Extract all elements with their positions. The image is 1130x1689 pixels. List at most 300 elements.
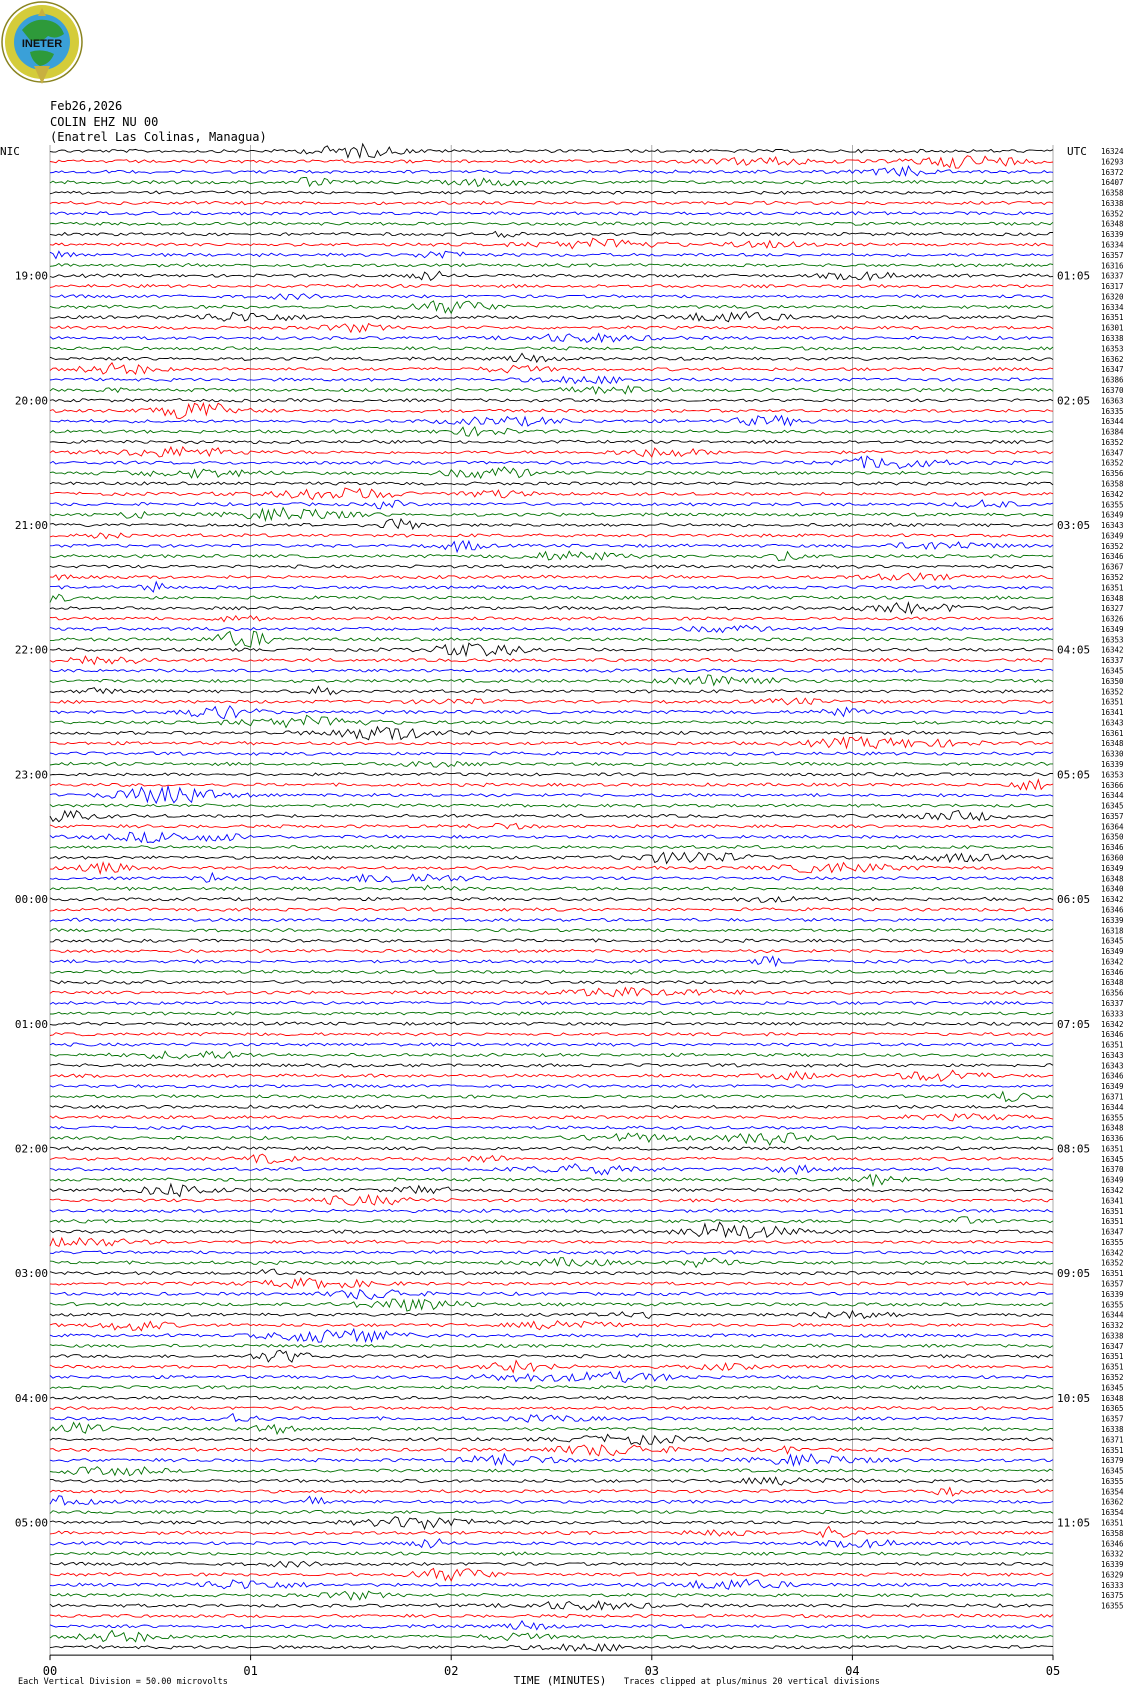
seismic-trace	[50, 156, 1053, 168]
seismic-trace	[50, 631, 1053, 647]
trace-value: 16344	[1101, 417, 1124, 427]
trace-value: 16353	[1101, 770, 1124, 780]
trace-value: 16318	[1101, 926, 1124, 936]
seismic-trace	[50, 897, 1053, 903]
hour-label-right: 01:05	[1057, 269, 1091, 283]
seismic-trace	[50, 1329, 1053, 1342]
seismic-trace	[50, 737, 1053, 749]
trace-value: 16344	[1101, 791, 1124, 801]
seismic-trace	[50, 1361, 1053, 1373]
trace-value: 16345	[1101, 666, 1124, 676]
trace-value: 16341	[1101, 708, 1124, 718]
trace-value: 16333	[1101, 1009, 1124, 1019]
seismic-trace	[50, 1133, 1053, 1145]
seismic-trace	[50, 1278, 1053, 1288]
seismic-trace	[50, 1043, 1053, 1046]
seismic-trace	[50, 625, 1053, 632]
hour-label-right: 03:05	[1057, 519, 1091, 533]
trace-value: 16375	[1101, 1591, 1124, 1601]
seismic-trace	[50, 863, 1053, 874]
trace-value: 16371	[1101, 1435, 1124, 1445]
trace-value: 16320	[1101, 292, 1124, 302]
seismic-trace	[50, 845, 1053, 849]
trace-value: 16327	[1101, 604, 1124, 614]
trace-value: 16332	[1101, 1549, 1124, 1559]
seismic-trace	[50, 1175, 1053, 1186]
seismic-trace	[50, 144, 1053, 158]
seismic-trace	[50, 1012, 1053, 1016]
seismic-trace	[50, 201, 1053, 204]
seismic-trace	[50, 970, 1053, 974]
trace-value: 16358	[1101, 188, 1124, 198]
seismic-trace	[50, 1434, 1053, 1444]
trace-value: 16345	[1101, 1383, 1124, 1393]
seismic-trace	[50, 427, 1053, 436]
trace-value: 16345	[1101, 936, 1124, 946]
trace-value: 16338	[1101, 1331, 1124, 1341]
hour-label-left: 03:00	[14, 1267, 48, 1281]
seismic-trace	[50, 594, 1053, 602]
trace-value: 16349	[1101, 510, 1124, 520]
hour-label-right: 08:05	[1057, 1142, 1091, 1156]
hour-label-left: 00:00	[14, 893, 48, 907]
trace-value: 16352	[1101, 1373, 1124, 1383]
trace-value: 16342	[1101, 895, 1124, 905]
x-tick-label: 01	[243, 1664, 258, 1679]
trace-value: 16334	[1101, 302, 1124, 312]
seismic-trace	[50, 1467, 1053, 1476]
seismic-trace	[50, 1147, 1053, 1151]
seismic-trace	[50, 551, 1053, 561]
seismic-trace	[50, 1238, 1053, 1247]
seismic-traces	[50, 144, 1053, 1651]
trace-value: 16351	[1101, 1217, 1124, 1227]
trace-value: 16347	[1101, 448, 1124, 458]
seismic-trace	[50, 1022, 1053, 1025]
seismic-trace	[50, 533, 1053, 539]
trace-value: 16346	[1101, 552, 1124, 562]
trace-value: 16346	[1101, 843, 1124, 853]
trace-value: 16351	[1101, 697, 1124, 707]
seismic-trace	[50, 1579, 1053, 1589]
seismic-trace	[50, 500, 1053, 509]
trace-value: 16349	[1101, 947, 1124, 957]
seismic-trace	[50, 1372, 1053, 1383]
trace-value: 16351	[1101, 1040, 1124, 1050]
trace-value: 16362	[1101, 354, 1124, 364]
seismic-trace	[50, 1477, 1053, 1485]
x-tick-label: 03	[644, 1664, 660, 1679]
trace-value: 16339	[1101, 760, 1124, 770]
trace-value: 16348	[1101, 874, 1124, 884]
trace-value: 16370	[1101, 385, 1124, 395]
trace-value: 16348	[1101, 1123, 1124, 1133]
seismic-trace	[50, 1033, 1053, 1036]
trace-value: 16355	[1101, 1476, 1124, 1486]
seismic-trace	[50, 377, 1053, 384]
trace-value: 16335	[1101, 406, 1124, 416]
seismic-trace	[50, 403, 1053, 418]
trace-value: 16349	[1101, 624, 1124, 634]
seismic-trace	[50, 1217, 1053, 1224]
seismic-trace	[50, 178, 1053, 187]
seismic-trace	[50, 1350, 1053, 1362]
trace-value: 16344	[1101, 1102, 1124, 1112]
seismic-trace	[50, 416, 1053, 426]
hour-label-right: 09:05	[1057, 1267, 1091, 1281]
trace-value: 16353	[1101, 635, 1124, 645]
seismic-trace	[50, 686, 1053, 694]
seismic-trace	[50, 482, 1053, 485]
trace-value: 16351	[1101, 1518, 1124, 1528]
seismic-trace	[50, 573, 1053, 581]
logo-text: INETER	[21, 38, 63, 50]
seismic-trace	[50, 1251, 1053, 1254]
seismic-trace	[50, 918, 1053, 921]
left-axis-title: NIC	[0, 145, 20, 158]
trace-value: 16370	[1101, 1165, 1124, 1175]
x-axis-title: TIME (MINUTES)	[513, 1674, 607, 1687]
trace-value: 16360	[1101, 853, 1124, 863]
trace-value: 16352	[1101, 209, 1124, 219]
seismic-trace	[50, 1644, 1053, 1651]
trace-value: 16349	[1101, 1175, 1124, 1185]
seismic-trace	[50, 1299, 1053, 1311]
seismic-trace	[50, 363, 1053, 374]
seismic-trace	[50, 939, 1053, 943]
trace-value: 16343	[1101, 1061, 1124, 1071]
header-date: Feb26,2026	[50, 99, 123, 113]
seismic-trace	[50, 1601, 1053, 1610]
seismic-trace	[50, 1269, 1053, 1275]
trace-value: 16349	[1101, 863, 1124, 873]
trace-value: 16352	[1101, 572, 1124, 582]
trace-value: 16379	[1101, 1456, 1124, 1466]
trace-value: 16352	[1101, 437, 1124, 447]
trace-value: 16342	[1101, 1019, 1124, 1029]
seismic-trace	[50, 1344, 1053, 1347]
trace-value: 16356	[1101, 469, 1124, 479]
trace-value: 16348	[1101, 739, 1124, 749]
seismic-trace	[50, 762, 1053, 768]
hour-label-left: 20:00	[14, 394, 48, 408]
seismic-trace	[50, 1184, 1053, 1196]
trace-value: 16348	[1101, 1393, 1124, 1403]
trace-value: 16384	[1101, 427, 1124, 437]
trace-value: 16339	[1101, 1289, 1124, 1299]
seismic-trace	[50, 231, 1053, 237]
trace-value: 16351	[1101, 313, 1124, 323]
trace-value: 16337	[1101, 998, 1124, 1008]
seismic-trace	[50, 238, 1053, 248]
trace-value: 16293	[1101, 157, 1124, 167]
trace-value: 16330	[1101, 749, 1124, 759]
trace-value: 16351	[1101, 583, 1124, 593]
seismic-trace	[50, 488, 1053, 500]
seismic-trace	[50, 1001, 1053, 1004]
seismic-trace	[50, 519, 1053, 529]
seismic-trace	[50, 440, 1053, 443]
trace-value: 16352	[1101, 458, 1124, 468]
seismic-trace	[50, 1496, 1053, 1505]
trace-value: 16346	[1101, 905, 1124, 915]
right-axis-title: UTC	[1067, 145, 1087, 158]
trace-value: 16342	[1101, 645, 1124, 655]
seismic-trace	[50, 669, 1053, 672]
trace-value: 16301	[1101, 323, 1124, 333]
seismic-trace	[50, 1321, 1053, 1331]
trace-value: 16351	[1101, 1352, 1124, 1362]
trace-value: 16352	[1101, 1258, 1124, 1268]
seismic-trace	[50, 981, 1053, 984]
seismic-trace	[50, 1454, 1053, 1466]
hour-label-right: 04:05	[1057, 643, 1091, 657]
trace-value: 16361	[1101, 728, 1124, 738]
seismic-trace	[50, 312, 1053, 322]
seismic-trace	[50, 284, 1053, 287]
seismic-trace	[50, 698, 1053, 705]
trace-value: 16365	[1101, 1404, 1124, 1414]
seismic-trace	[50, 1222, 1053, 1238]
trace-value: 16355	[1101, 1113, 1124, 1123]
seismic-trace	[50, 1614, 1053, 1617]
seismic-trace	[50, 166, 1053, 176]
seismic-trace	[50, 773, 1053, 777]
seismic-trace	[50, 780, 1053, 790]
trace-value: 16317	[1101, 282, 1124, 292]
trace-value: 16352	[1101, 687, 1124, 697]
seismic-trace	[50, 467, 1053, 478]
seismic-trace	[50, 1114, 1053, 1121]
trace-value: 16355	[1101, 1237, 1124, 1247]
seismic-trace	[50, 1488, 1053, 1496]
seismic-trace	[50, 251, 1053, 258]
seismic-trace	[50, 1407, 1053, 1410]
seismic-trace	[50, 1445, 1053, 1456]
trace-value: 16355	[1101, 1601, 1124, 1611]
seismic-trace	[50, 353, 1053, 362]
trace-value: 16339	[1101, 1560, 1124, 1570]
seismic-trace	[50, 264, 1053, 268]
trace-value: 16339	[1101, 915, 1124, 925]
seismic-trace	[50, 706, 1053, 719]
seismic-trace	[50, 1084, 1053, 1087]
seismic-trace	[50, 1070, 1053, 1081]
trace-value: 16342	[1101, 957, 1124, 967]
trace-value: 16346	[1101, 967, 1124, 977]
seismic-trace	[50, 1092, 1053, 1102]
seismic-trace	[50, 1105, 1053, 1108]
seismic-trace	[50, 1386, 1053, 1389]
trace-value: 16339	[1101, 230, 1124, 240]
trace-value: 16348	[1101, 978, 1124, 988]
trace-value: 16343	[1101, 521, 1124, 531]
seismic-trace	[50, 988, 1053, 997]
seismic-trace	[50, 1630, 1053, 1641]
seismic-trace	[50, 873, 1053, 882]
trace-value: 16349	[1101, 531, 1124, 541]
trace-value: 16355	[1101, 1300, 1124, 1310]
trace-value: 16353	[1101, 344, 1124, 354]
seismic-trace	[50, 456, 1053, 468]
seismic-trace	[50, 1290, 1053, 1300]
seismic-trace	[50, 1569, 1053, 1581]
trace-value: 16324	[1101, 147, 1124, 156]
seismic-trace	[50, 294, 1053, 300]
trace-value: 16350	[1101, 676, 1124, 686]
hour-label-right: 02:05	[1057, 394, 1091, 408]
trace-value: 16357	[1101, 811, 1124, 821]
hour-label-right: 06:05	[1057, 893, 1091, 907]
header-station: COLIN EHZ NU 00	[50, 115, 159, 129]
seismic-trace	[50, 908, 1053, 911]
seismic-trace	[50, 271, 1053, 280]
trace-value: 16326	[1101, 614, 1124, 624]
trace-value: 16316	[1101, 261, 1124, 271]
trace-value: 16345	[1101, 1466, 1124, 1476]
hour-label-left: 01:00	[14, 1017, 48, 1031]
seismic-trace	[50, 616, 1053, 622]
seismic-trace	[50, 929, 1053, 932]
seismic-trace	[50, 1154, 1053, 1163]
trace-value: 16342	[1101, 1248, 1124, 1258]
x-tick-label: 00	[42, 1664, 58, 1679]
trace-value: 16364	[1101, 822, 1124, 832]
header-location: (Enatrel Las Colinas, Managua)	[50, 130, 267, 144]
seismic-trace	[50, 1064, 1053, 1068]
seismic-trace	[50, 1591, 1053, 1600]
trace-value: 16329	[1101, 1570, 1124, 1580]
hour-label-left: 23:00	[14, 768, 48, 782]
trace-value: 16358	[1101, 479, 1124, 489]
seismic-trace	[50, 1422, 1053, 1434]
hour-label-left: 19:00	[14, 269, 48, 283]
hour-label-left: 04:00	[14, 1391, 48, 1405]
x-tick-label: 04	[845, 1664, 860, 1679]
axis-labels	[0, 145, 1124, 1687]
trace-value: 16362	[1101, 1497, 1124, 1507]
seismic-trace	[50, 823, 1053, 829]
trace-value: 16348	[1101, 593, 1124, 603]
trace-value: 16357	[1101, 250, 1124, 260]
seismic-trace	[50, 1209, 1053, 1213]
trace-value: 16351	[1101, 1144, 1124, 1154]
trace-value: 16346	[1101, 1539, 1124, 1549]
seismic-trace	[50, 852, 1053, 863]
seismic-trace	[50, 715, 1053, 727]
trace-value: 16357	[1101, 1414, 1124, 1424]
seismic-trace	[50, 1396, 1053, 1399]
seismic-trace	[50, 347, 1053, 350]
seismic-trace	[50, 1510, 1053, 1513]
seismic-trace	[50, 399, 1053, 403]
trace-value: 16332	[1101, 1321, 1124, 1331]
seismic-trace	[50, 565, 1053, 568]
seismic-trace	[50, 301, 1053, 313]
trace-value: 16349	[1101, 1082, 1124, 1092]
seismic-trace	[50, 222, 1053, 225]
seismic-trace	[50, 324, 1053, 333]
seismic-trace	[50, 811, 1053, 822]
trace-value: 16351	[1101, 1269, 1124, 1279]
x-tick-label: 02	[443, 1664, 459, 1679]
seismic-trace	[50, 603, 1053, 614]
trace-value: 16338	[1101, 198, 1124, 208]
trace-value: 16341	[1101, 1196, 1124, 1206]
seismic-trace	[50, 386, 1053, 394]
seismic-trace	[50, 1414, 1053, 1423]
trace-value: 16343	[1101, 718, 1124, 728]
trace-value: 16371	[1101, 1092, 1124, 1102]
trace-value: 16356	[1101, 988, 1124, 998]
trace-value: 16350	[1101, 832, 1124, 842]
hour-label-left: 02:00	[14, 1142, 48, 1156]
trace-value: 16342	[1101, 1186, 1124, 1195]
seismic-trace	[50, 508, 1053, 521]
seismic-trace	[50, 656, 1053, 664]
trace-value: 16348	[1101, 219, 1124, 229]
trace-value: 16363	[1101, 396, 1124, 406]
seismic-trace	[50, 1258, 1053, 1268]
seismic-trace	[50, 1526, 1053, 1537]
trace-value: 16342	[1101, 489, 1124, 499]
seismic-trace	[50, 1126, 1053, 1130]
hour-label-right: 05:05	[1057, 768, 1091, 782]
seismic-trace	[50, 1311, 1053, 1319]
seismic-trace	[50, 752, 1053, 755]
seismic-trace	[50, 727, 1053, 740]
seismic-trace	[50, 832, 1053, 842]
seismic-trace	[50, 334, 1053, 343]
seismic-trace	[50, 1051, 1053, 1059]
seismic-trace	[50, 957, 1053, 967]
trace-value: 16351	[1101, 1445, 1124, 1455]
trace-value: 16367	[1101, 562, 1124, 572]
trace-value: 16345	[1101, 1154, 1124, 1164]
trace-value: 16334	[1101, 240, 1124, 250]
trace-value: 16333	[1101, 1580, 1124, 1590]
seismic-trace	[50, 1552, 1053, 1555]
seismic-trace	[50, 447, 1053, 457]
seismic-trace	[50, 804, 1053, 807]
trace-value: 16336	[1101, 1134, 1124, 1144]
trace-value: 16346	[1101, 1030, 1124, 1040]
trace-value: 16344	[1101, 1310, 1124, 1320]
trace-value: 16358	[1101, 1528, 1124, 1538]
seismic-trace	[50, 1539, 1053, 1548]
trace-value: 16366	[1101, 780, 1124, 790]
trace-value: 16352	[1101, 541, 1124, 551]
trace-value: 16354	[1101, 1508, 1124, 1518]
seismic-trace	[50, 582, 1053, 592]
seismic-trace	[50, 885, 1053, 890]
trace-value: 16347	[1101, 365, 1124, 375]
clip-note: Traces clipped at plus/minus 20 vertical divisions	[624, 1677, 880, 1687]
trace-value: 16337	[1101, 656, 1124, 666]
trace-value: 16346	[1101, 1071, 1124, 1081]
hour-label-left: 22:00	[14, 643, 48, 657]
trace-value: 16351	[1101, 1206, 1124, 1216]
hour-label-right: 11:05	[1057, 1516, 1091, 1530]
trace-value: 16407	[1101, 178, 1124, 188]
trace-value: 16386	[1101, 375, 1124, 385]
hour-label-right: 07:05	[1057, 1017, 1091, 1031]
seismic-trace	[50, 541, 1053, 552]
seismic-trace	[50, 1164, 1053, 1175]
seismic-trace	[50, 1517, 1053, 1529]
seismic-trace	[50, 786, 1053, 803]
trace-value: 16338	[1101, 334, 1124, 344]
